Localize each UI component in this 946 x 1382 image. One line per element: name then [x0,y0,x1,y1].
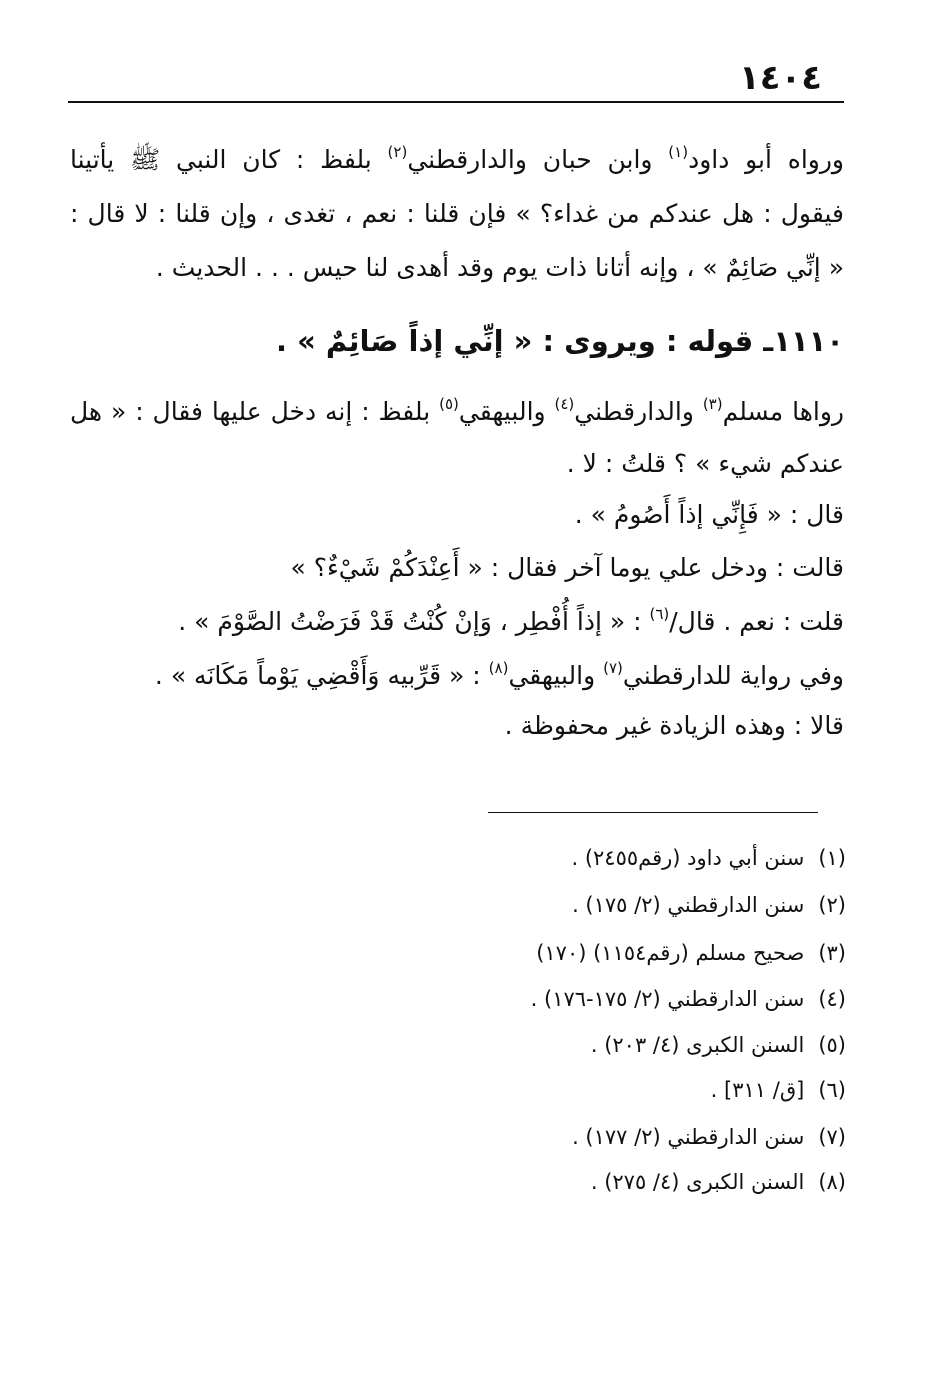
footnote-number: (٣) [818,941,846,965]
text-segment: والدارقطني [574,397,703,426]
footnote-6 [346,1074,846,1106]
footnote-ref-8[interactable]: (٨) [488,658,509,677]
footnote-number: (٤) [818,987,846,1011]
page-number: ١٤٠٤ [738,58,822,98]
body-line-3: « إنِّي صَائِمٌ » ، وإنه أتانا ذات يوم وقد أهدى لنا حيس . . . الحديث . [155,253,844,282]
text-segment: وفي رواية للدارقطني [622,661,844,690]
footnote-1 [346,842,846,874]
footnote-text: سنن الدارقطني (٢/ ١٧٥) . [572,893,805,917]
footnote-text: السنن الكبرى (٤/ ٢٧٥) . [590,1170,805,1194]
footnote-text: [ق/ ٣١١] . [710,1078,805,1102]
body-line-7: قال : « فَإِنِّي إذاً أَصُومُ » . [574,500,844,529]
text-segment: : « إذاً أُفْطِر ، وَإنْ كُنْتُ قَدْ فَرَضْتُ الصَّوْمَ » . [178,607,650,636]
body-line-5 [70,392,844,432]
footnote-ref-5[interactable]: (٥) [439,394,459,413]
footnote-5 [346,1029,846,1061]
text-segment: قلت : نعم . قال/ [669,607,844,636]
body-line-2: فيقول : هل عندكم من غداء؟ » فإن قلنا : نعم ، تغدى ، وإن قلنا : لا قال : [70,199,844,228]
footnote-2 [346,889,846,921]
footnote-number: (٧) [818,1125,846,1149]
footnote-number: (٢) [818,893,846,917]
body-line-10 [70,656,844,696]
footnote-rule [488,812,818,813]
section-heading: ١١١٠ـ قوله : ويروى : « إنِّي إذاً صَائِمٌ » . [275,324,844,358]
footnote-number: (١) [818,846,846,870]
footnote-8 [346,1166,846,1198]
footnote-text: سنن الدارقطني (٢/ ١٧٧) . [572,1125,805,1149]
text-segment: رواها مسلم [722,397,844,426]
footnote-3 [346,937,846,969]
footnote-text: سنن أبي داود (رقم٢٤٥٥) . [571,846,805,870]
footnote-text: صحيح مسلم (رقم١١٥٤) (١٧٠) [536,941,805,965]
body-line-8: قالت : ودخل علي يوما آخر فقال : « أَعِنْدَكُمْ شَيْءٌ؟ » [290,553,844,582]
text-segment: وابن حبان والدارقطني [407,145,669,174]
footnote-ref-2[interactable]: (٢) [387,142,408,161]
text-segment: بلفظ : كان النبي ﷺ يأتينا [70,145,388,174]
text-segment: والبيهقي [508,661,604,690]
footnote-ref-6[interactable]: (٦) [649,604,670,623]
footnote-text: سنن الدارقطني (٢/ ١٧٥-١٧٦) . [530,987,805,1011]
text-segment: : « قَرِّبيه وَأَقْضِي يَوْماً مَكَانَه » . [154,661,489,690]
footnote-number: (٥) [818,1033,846,1057]
footnote-ref-7[interactable]: (٧) [603,658,623,677]
header-rule [68,101,844,103]
body-line-11: قالا : وهذه الزيادة غير محفوظة . [504,711,844,740]
footnote-ref-1[interactable]: (١) [668,142,689,161]
footnote-text: السنن الكبرى (٤/ ٢٠٣) . [590,1033,805,1057]
text-segment: والبيهقي [458,397,555,426]
footnote-number: (٦) [818,1078,846,1102]
body-line-1 [70,140,844,180]
footnote-ref-3[interactable]: (٣) [702,394,723,413]
footnote-ref-4[interactable]: (٤) [554,394,575,413]
footnote-4 [346,983,846,1015]
footnote-7 [346,1121,846,1153]
body-line-9 [70,602,844,642]
text-segment: ورواه أبو داود [688,145,844,174]
text-segment: بلفظ : إنه دخل عليها فقال : « هل [70,397,440,426]
footnote-number: (٨) [818,1170,846,1194]
body-line-6: عندكم شيء » ؟ قلتُ : لا . [566,449,844,478]
